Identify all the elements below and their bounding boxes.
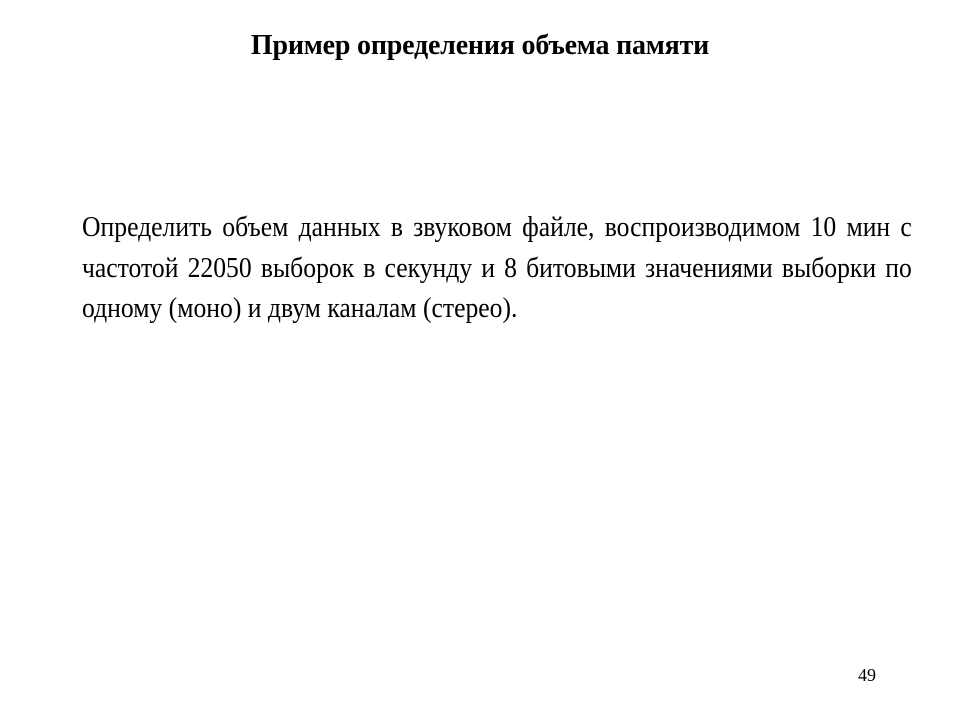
slide-body-text: Определить объем данных в звуковом файле, воспроизводимом 10 мин с частотой 22050 выборок в секунду и 8 битовыми значениями выборки по одному (моно) и двум каналам (стерео). <box>82 212 912 324</box>
slide-title: Пример определения объема памяти <box>250 30 710 61</box>
page-number: 49 <box>858 665 876 685</box>
